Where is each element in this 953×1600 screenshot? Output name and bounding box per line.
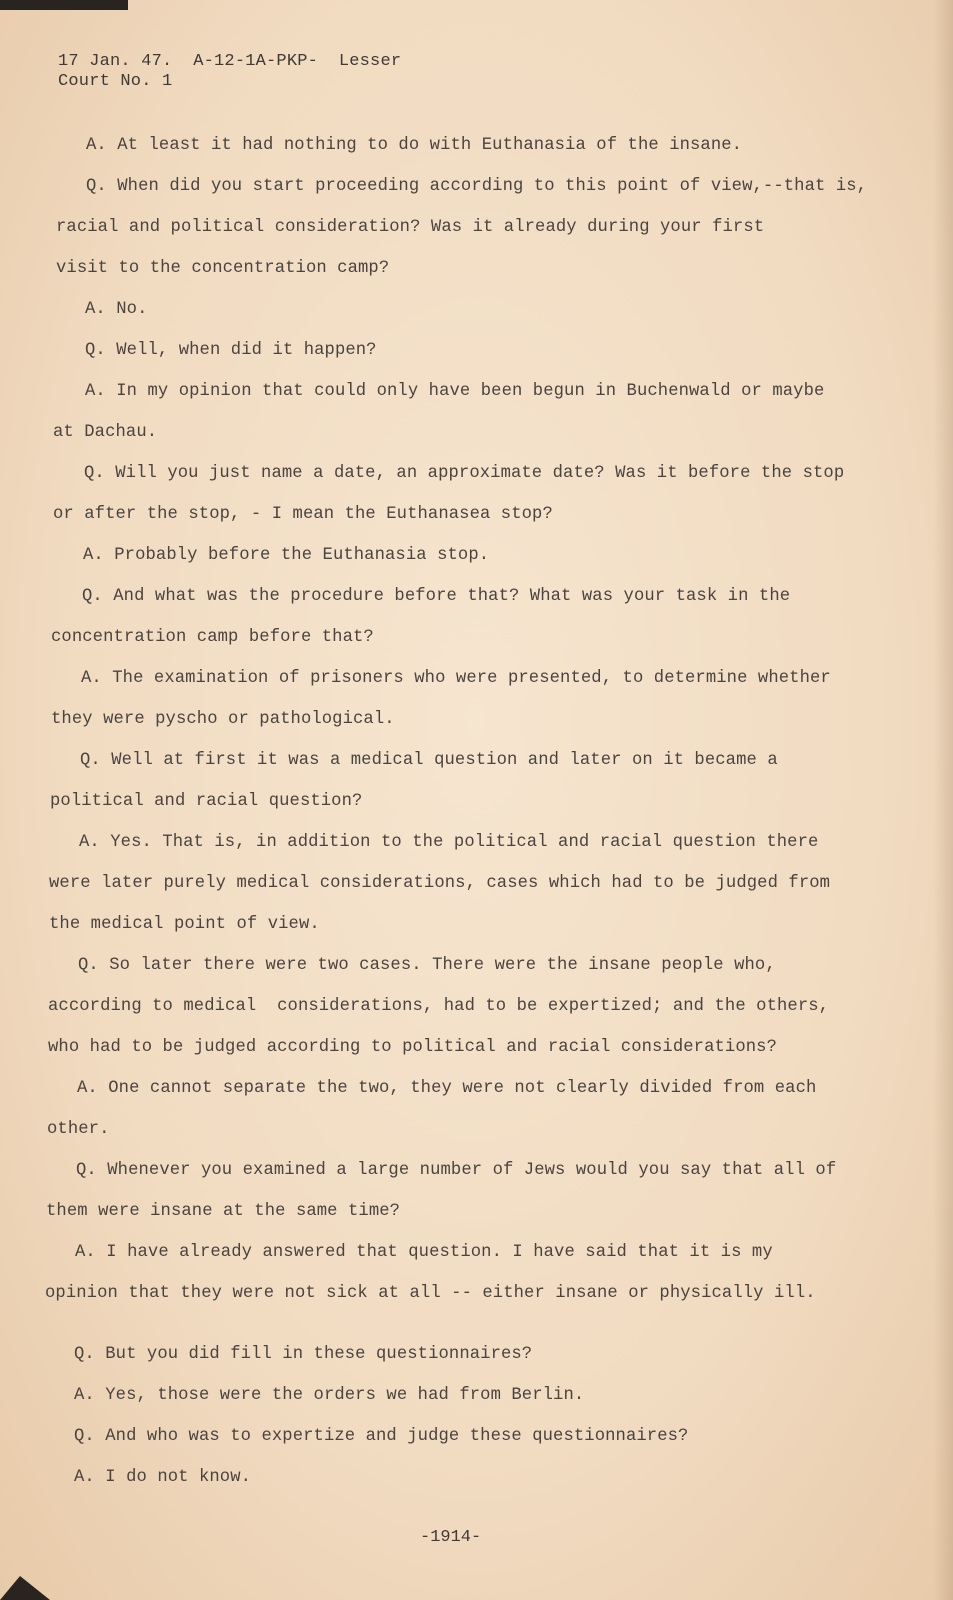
paper-tear-mark [0,1576,50,1600]
transcript-line: A. In my opinion that could only have been begun in Buchenwald or maybe [85,382,825,401]
transcript-line: A. I do not know. [74,1468,252,1487]
document-header [58,52,401,92]
transcript-line: Q. So later there were two cases. There were the insane people who, [78,956,776,975]
transcript-line: who had to be judged according to political and racial considerations? [48,1038,777,1057]
transcript-line: political and racial question? [50,792,363,811]
transcript-line: Q. Well, when did it happen? [85,341,377,360]
transcript-line: A. Yes. That is, in addition to the political and racial question there [79,833,819,852]
header-court: Court No. 1 [58,72,173,91]
transcript-line: Q. Whenever you examined a large number of Jews would you say that all of [76,1161,837,1180]
transcript-line: concentration camp before that? [51,628,374,647]
transcript-line: they were pyscho or pathological. [51,710,395,729]
transcript-line: other. [47,1120,110,1139]
header-date-reference: 17 Jan. 47. A-12-1A-PKP- Lesser [58,52,402,71]
transcript-line: A. The examination of prisoners who were presented, to determine whether [81,669,831,688]
transcript-line: racial and political consideration? Was it already during your first [56,218,765,237]
transcript-line: A. No. [85,300,148,319]
transcript-line: A. One cannot separate the two, they were not clearly divided from each [77,1079,817,1098]
transcript-line: A. Probably before the Euthanasia stop. [83,546,490,565]
paper-edge-shadow [933,0,953,1600]
paper-edge-mark [0,0,128,10]
transcript-line: A. At least it had nothing to do with Euthanasia of the insane. [86,136,743,155]
transcript-line: A. I have already answered that question. I have said that it is my [75,1243,773,1262]
transcript-line: or after the stop, - I mean the Euthanasea stop? [53,505,553,524]
page-number: -1914- [420,1528,482,1547]
transcript-line: the medical point of view. [49,915,320,934]
transcript-line: opinion that they were not sick at all -- either insane or physically ill. [45,1284,816,1303]
transcript-line: Q. Well at first it was a medical question and later on it became a [80,751,778,770]
transcript-line: Q. And what was the procedure before that? What was your task in the [82,587,791,606]
transcript-line: according to medical considerations, had to be expertized; and the others, [48,997,830,1016]
transcript-line: A. Yes, those were the orders we had from Berlin. [74,1386,585,1405]
transcript-line: Q. When did you start proceeding according to this point of view,--that is, [86,177,868,196]
transcript-line: visit to the concentration camp? [56,259,390,278]
transcript-line: were later purely medical considerations, cases which had to be judged from [49,874,831,893]
transcript-line: them were insane at the same time? [46,1202,401,1221]
transcript-line: Q. But you did fill in these questionnaires? [74,1345,533,1364]
transcript-line: Q. Will you just name a date, an approximate date? Was it before the stop [84,464,845,483]
transcript-line: at Dachau. [53,423,158,442]
transcript-line: Q. And who was to expertize and judge these questionnaires? [74,1427,689,1446]
